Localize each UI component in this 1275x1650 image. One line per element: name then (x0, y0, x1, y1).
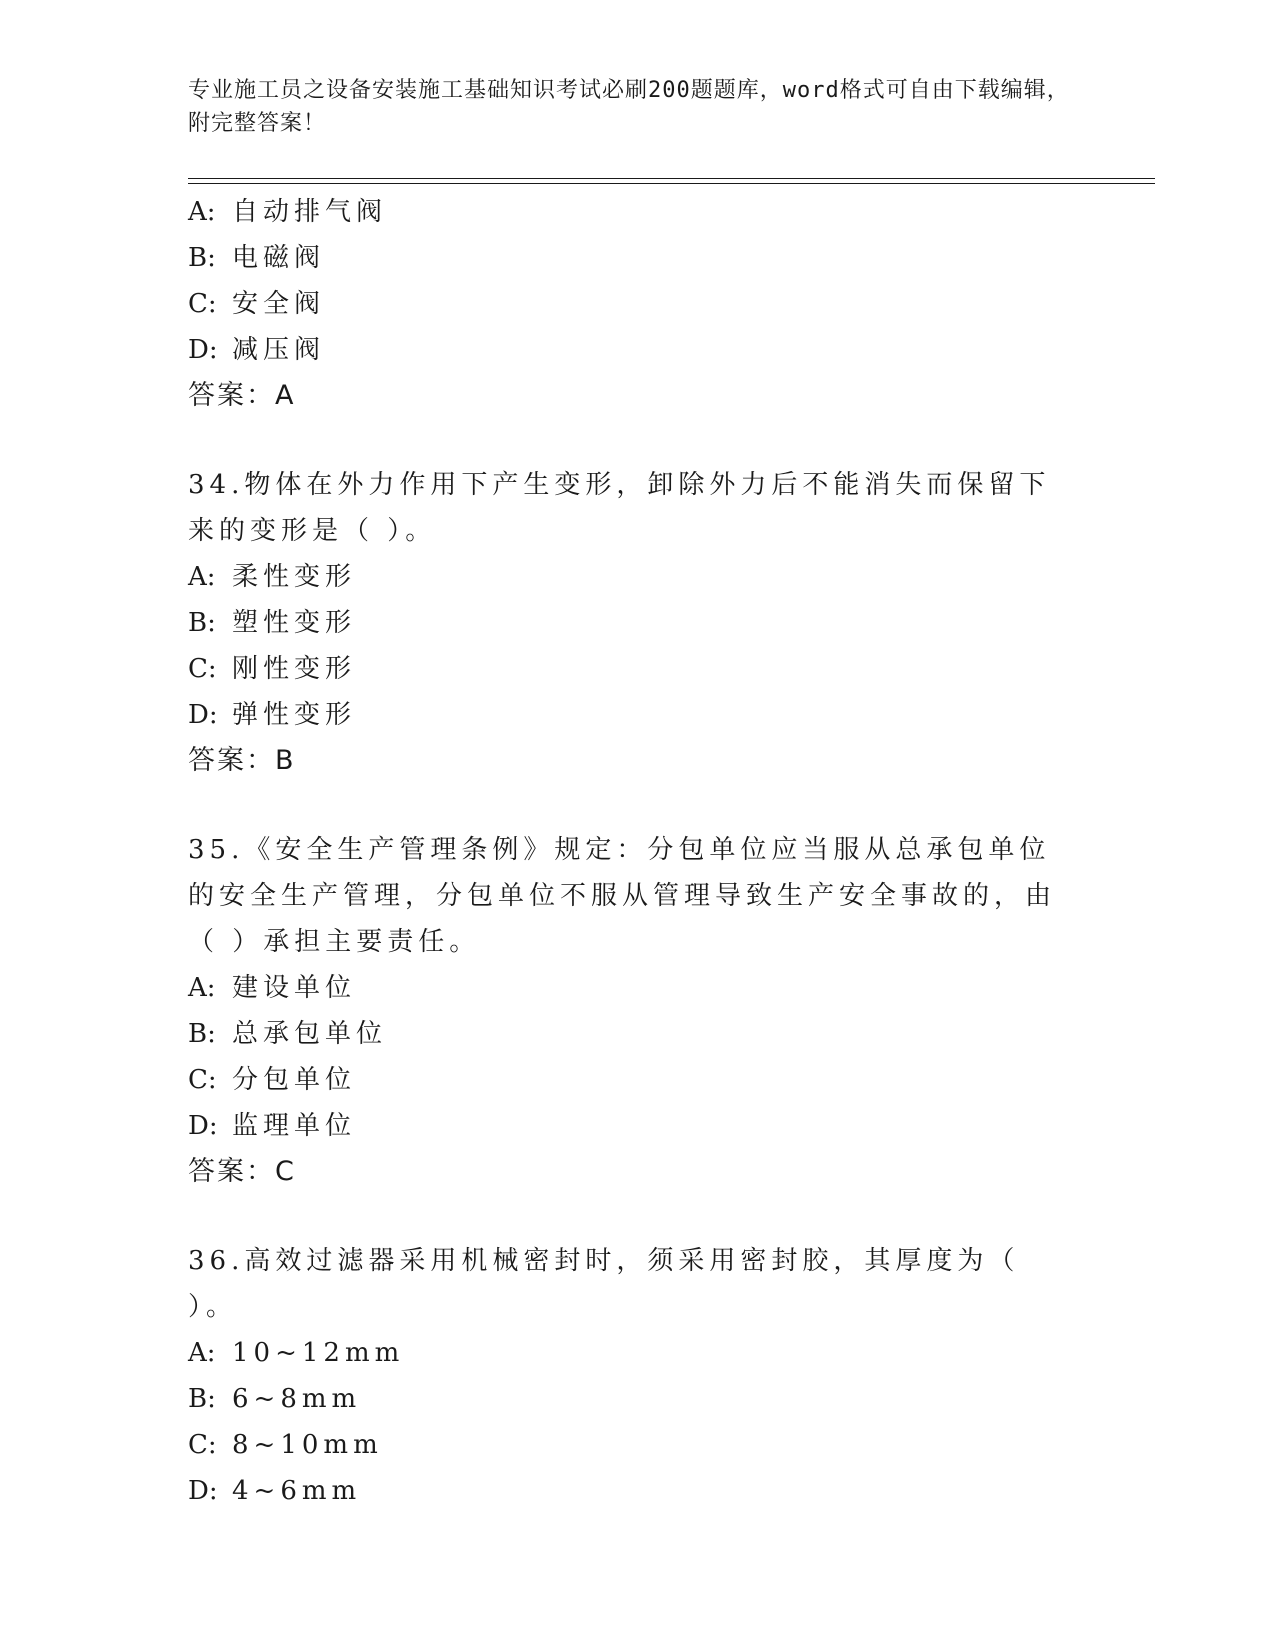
question-list (188, 189, 1088, 1514)
option-b: B: 塑性变形 (188, 608, 357, 638)
option-b: B: 电磁阀 (188, 243, 326, 273)
question-35 (188, 827, 1088, 1195)
option-d: D: 监理单位 (188, 1111, 357, 1141)
question-stem: 35.《安全生产管理条例》规定：分包单位应当服从总承包单位的安全生产管理，分包单位不服从管理导致生产安全事故的，由（ ）承担主要责任。 (188, 835, 1057, 957)
answer-line: 答案：B (188, 745, 296, 776)
option-c: C: 安全阀 (188, 289, 326, 319)
document-header: 专业施工员之设备安装施工基础知识考试必刷200题题库，word格式可自由下载编辑，附完整答案！ (188, 78, 1070, 136)
answer-line: 答案：C (188, 1156, 296, 1187)
header-divider-top (188, 178, 1155, 179)
spacer (188, 784, 1088, 827)
option-b: B: 6~8mm (188, 1384, 362, 1414)
option-a: A: 柔性变形 (188, 562, 357, 592)
option-a: A: 建设单位 (188, 973, 357, 1003)
header-divider-bottom (188, 183, 1155, 184)
option-c: C: 分包单位 (188, 1065, 357, 1095)
question-34 (188, 462, 1088, 784)
option-b: B: 总承包单位 (188, 1019, 388, 1049)
option-a: A: 自动排气阀 (188, 197, 388, 227)
answer-line: 答案：A (188, 380, 296, 411)
question-33-continued (188, 189, 1088, 419)
option-a: A: 10~12mm (188, 1338, 405, 1368)
spacer (188, 419, 1088, 462)
question-36 (188, 1238, 1088, 1514)
option-d: D: 弹性变形 (188, 700, 357, 730)
spacer (188, 1195, 1088, 1238)
option-c: C: 8~10mm (188, 1430, 383, 1460)
option-d: D: 4~6mm (188, 1476, 362, 1506)
question-stem: 36.高效过滤器采用机械密封时，须采用密封胶，其厚度为（ ）。 (188, 1246, 1020, 1322)
option-d: D: 减压阀 (188, 335, 326, 365)
question-stem: 34.物体在外力作用下产生变形，卸除外力后不能消失而保留下来的变形是（ ）。 (188, 470, 1051, 546)
option-c: C: 刚性变形 (188, 654, 357, 684)
